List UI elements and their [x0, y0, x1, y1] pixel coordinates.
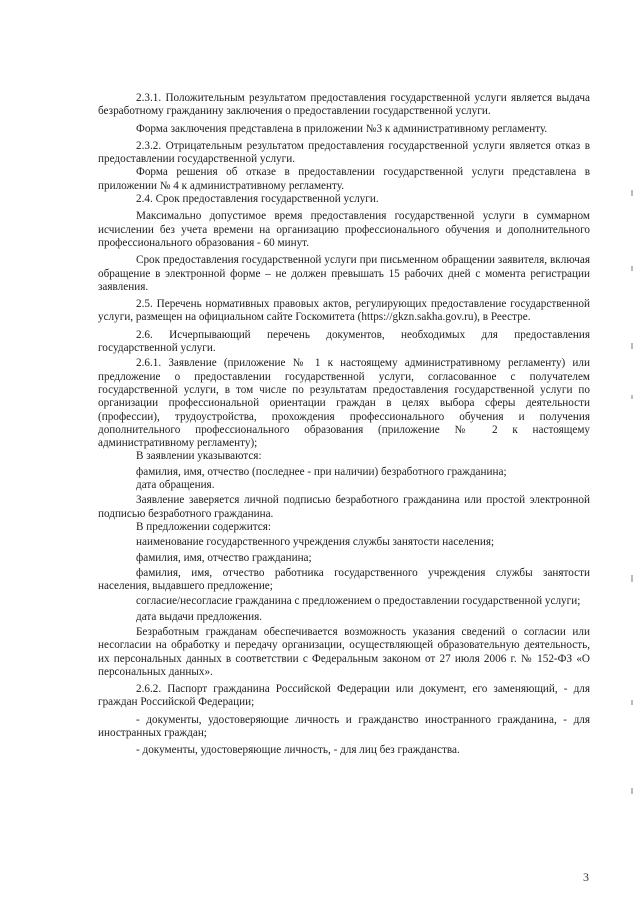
- paragraph: согласие/несогласие гражданина с предложением о предоставлении государственной услуги;: [136, 595, 581, 608]
- paragraph: 2.6.1. Заявление (приложение № 1 к настоящему административному регламенту) или предложение о предоставлении государственной услуги, согласованное с получателем государственной услуги, в том числе по результатам предоставления государственной услуги по организации профессиональной ориентации граждан в целях выбора сферы деятельности (профессии), трудоустройства, прохождения профессионального обучения и получения дополнительного профессионального образования (приложение № 2 к настоящему административному регламенту);: [98, 357, 590, 450]
- paragraph: 2.3.2. Отрицательным результатом предоставления государственной услуги является отказ в предоставлении государственной услуги.: [98, 139, 590, 166]
- scan-mark: [631, 575, 633, 582]
- document-body: [98, 92, 590, 758]
- paragraph: 2.6.2. Паспорт гражданина Российской Федерации или документ, его заменяющий, - для граждан Российской Федерации;: [98, 683, 590, 709]
- paragraph: фамилия, имя, отчество работника государственного учреждения службы занятости населения, выдавшего предложение;: [98, 566, 590, 593]
- paragraph: наименование государственного учреждения службы занятости населения;: [136, 536, 495, 549]
- paragraph: - документы, удостоверяющие личность, - для лиц без гражданства.: [136, 744, 460, 757]
- paragraph: дата выдачи предложения.: [136, 610, 263, 623]
- paragraph: Безработным гражданам обеспечивается возможность указания сведений о согласии или несогласии на обработку и передачу организации, осуществляющей образовательную деятельность, их персональных данных в соответствии с Федеральным законом от 27 июля 2006 г. № 152-ФЗ «О персональных данных».: [98, 625, 590, 678]
- paragraph: 2.6. Исчерпывающий перечень документов, необходимых для предоставления государственной услуги.: [98, 328, 590, 355]
- scan-mark: [631, 788, 633, 794]
- paragraph: дата обращения.: [136, 479, 215, 492]
- scan-mark: [631, 395, 633, 399]
- paragraph: фамилия, имя, отчество гражданина;: [136, 551, 312, 564]
- paragraph: 2.3.1. Положительным результатом предоставления государственной услуги является выдача безработному гражданину заключения о предоставлении государственной услуги.: [98, 92, 590, 118]
- paragraph: 2.5. Перечень нормативных правовых актов, регулирующих предоставление государственной услуги, размещен на официальном сайте Госкомитета (https://gkzn.sakha.gov.ru), в Реестре.: [98, 298, 590, 324]
- paragraph: Максимально допустимое время предоставления государственной услуги в суммарном исчислении без учета времени на организацию профессионального обучения и дополнительного профессионального образования - 60 минут.: [98, 210, 590, 249]
- paragraph: Форма заключения представлена в приложении №3 к административному регламенту.: [136, 122, 548, 135]
- paragraph: Заявление заверяется личной подписью безработного гражданина или простой электронной подписью безработного гражданина.: [98, 494, 590, 520]
- paragraph: Форма решения об отказе в предоставлении государственной услуги представлена в приложении № 4 к административному регламенту.: [98, 166, 590, 192]
- scan-mark: [631, 190, 633, 196]
- scan-mark: [631, 266, 633, 271]
- paragraph: В заявлении указываются:: [136, 450, 262, 463]
- paragraph: Срок предоставления государственной услуги при письменном обращении заявителя, включая обращение в электронной форме – не должен превышать 15 рабочих дней с момента регистрации заявления.: [98, 254, 590, 293]
- paragraph: - документы, удостоверяющие личность и гражданство иностранного гражданина, - для иностранных граждан;: [98, 713, 590, 740]
- paragraph: 2.4. Срок предоставления государственной услуги.: [136, 193, 379, 206]
- scan-mark: [631, 700, 633, 705]
- page-number: 3: [583, 870, 589, 884]
- scan-mark: [631, 343, 633, 349]
- paragraph: фамилия, имя, отчество (последнее - при наличии) безработного гражданина;: [136, 465, 507, 478]
- paragraph: В предложении содержится:: [136, 520, 272, 533]
